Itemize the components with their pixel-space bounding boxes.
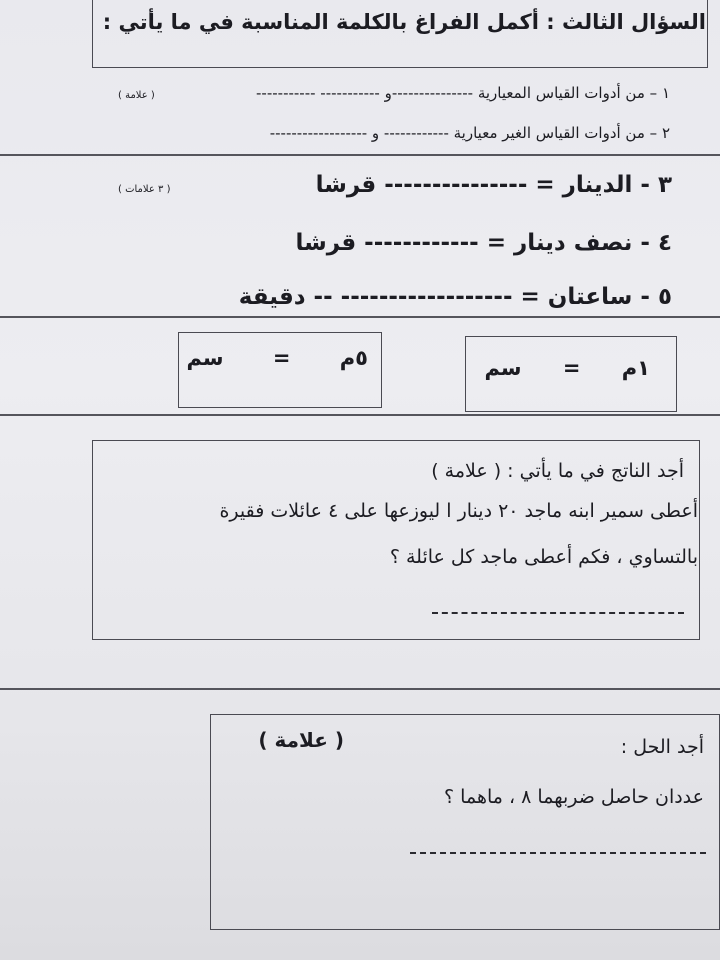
item-3-mark: ( ٣ علامات )	[118, 184, 171, 195]
conversion-box-left	[178, 332, 382, 408]
item-1-mark: ( علامة )	[118, 90, 155, 101]
item-4-text: ٤ - نصف دينار = ------------ قرشا	[295, 230, 672, 256]
product-question-line-2: بالتساوي ، فكم أعطى ماجد كل عائلة ؟	[389, 546, 698, 568]
product-question-line-1: أعطى سمير ابنه ماجد ٢٠ دينار ا ليوزعها على ٤ عائلات فقيرة	[219, 500, 698, 522]
product-answer-line	[432, 612, 684, 614]
divider-line-1	[0, 154, 720, 156]
solve-question-mark: ( علامة )	[258, 728, 344, 752]
item-5-text: ٥ - ساعتان = ------------------ -- دقيقة	[238, 284, 672, 310]
item-1-text: ١ – من أدوات القياس المعيارية ---------------و ----------- -----------	[256, 84, 670, 102]
divider-line-2	[0, 316, 720, 318]
product-question-heading: أجد الناتج في ما يأتي : ( علامة )	[431, 460, 684, 482]
question-title: السؤال الثالث : أكمل الفراغ بالكلمة المناسبة في ما يأتي :	[102, 10, 706, 34]
item-2-text: ٢ – من أدوات القياس الغير معيارية ------------ و ------------------	[269, 124, 670, 142]
divider-line-3	[0, 414, 720, 416]
solve-question-line-1: عددان حاصل ضربهما ٨ ، ماهما ؟	[444, 786, 704, 808]
divider-line-4	[0, 688, 720, 690]
solve-answer-line	[410, 852, 706, 854]
conversion-left-text: ٥م = سم	[186, 346, 368, 370]
item-3-text: ٣ - الدينار = --------------- قرشا	[315, 172, 672, 198]
conversion-right-text: ١م = سم	[484, 356, 650, 380]
solve-question-heading: أجد الحل :	[620, 736, 704, 758]
